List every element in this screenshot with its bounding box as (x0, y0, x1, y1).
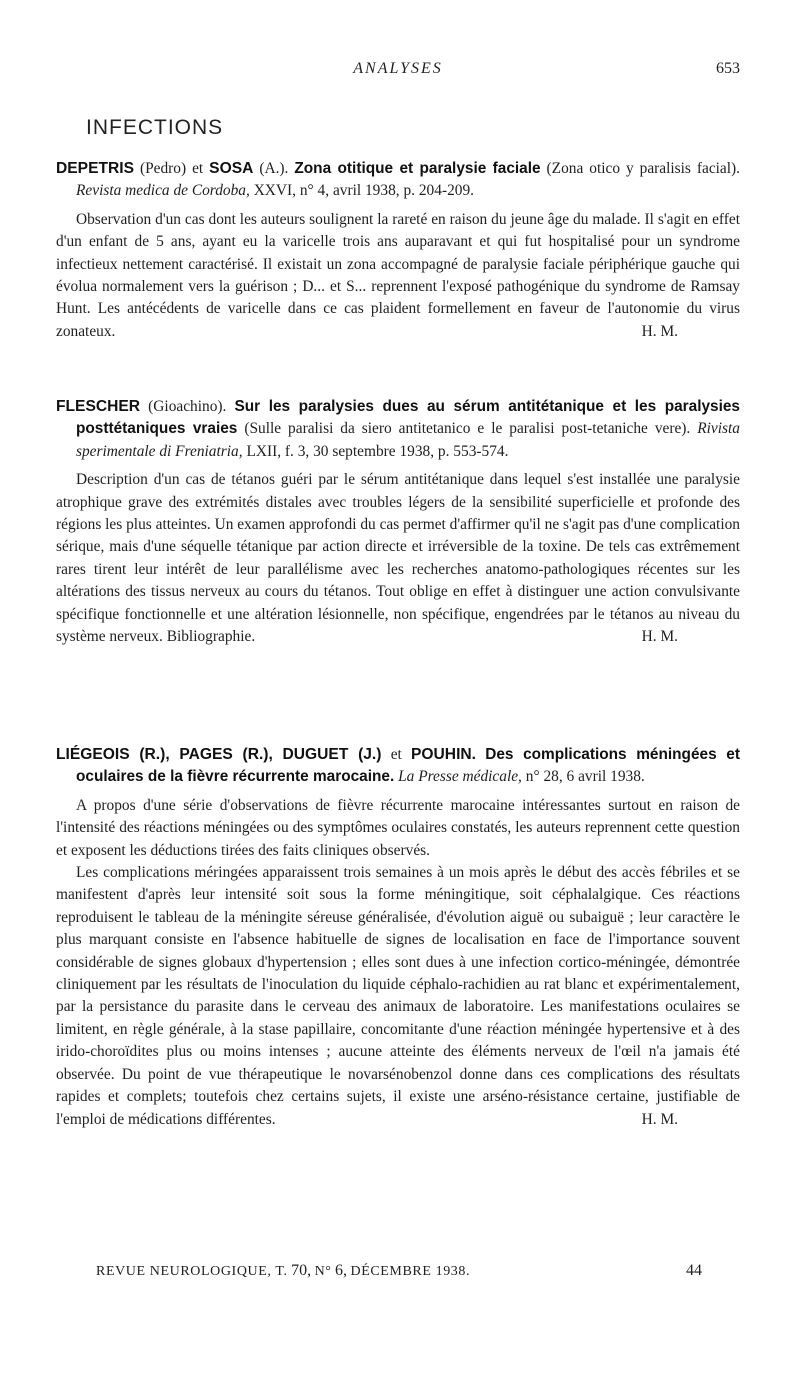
abstract-paragraph (56, 862, 740, 1131)
article-reference (56, 396, 740, 463)
abstract-text: Description d'un cas de tétanos guéri par le sérum antitétanique dans lequel s'est installée une paralysie atrophique grave des extrémités distales avec troubles légers de la sensibilité superficielle et profonde des régions les plus atteintes. Un examen approfondi du cas permet d'affirmer qu'il ne s'agit pas d'une complication sérique, mais d'une séquelle tétanique par action directe et irréversible de la toxine. De tels cas extrêmement rares tirent leur intérêt de leur parallélisme avec les recherches anatomo-pathologiques récentes sur les altérations des tissus nerveux au cours du tétanos. Tout oblige en effet à distinguer une action convulsivante spécifique fonctionnelle et une altération lésionnelle, non spécifique, engendrées par le tétanos au niveau du système nerveux. Bibliographie. (56, 471, 740, 646)
signature: H. M. (641, 628, 678, 646)
article-depetris-sosa (56, 158, 740, 343)
abstract-paragraph (56, 469, 740, 648)
publication-details: XXVI, n° 4, avril 1938, p. 204-209. (253, 182, 475, 200)
footer-journal: REVUE NEUROLOGIQUE, T. (96, 1264, 288, 1279)
footer-tome: 70, (291, 1262, 312, 1279)
author-firstname: (Gioachino). (148, 398, 227, 415)
author-names: LIÉGEOIS (R.), PAGES (R.), DUGUET (J.) (56, 746, 382, 763)
publication-details: LXII, f. 3, 30 septembre 1938, p. 553-574. (246, 442, 509, 460)
author-name: SOSA (209, 160, 254, 177)
signature: H. M. (641, 322, 678, 340)
signature: H. M. (641, 1110, 678, 1128)
article-reference (56, 158, 740, 203)
author-firstname: (Pedro) (139, 160, 187, 177)
journal-name: Rivista sperimentale di Freniatria, (76, 420, 740, 460)
publication-details: n° 28, 6 avril 1938. (525, 768, 645, 786)
running-head-title: ANALYSES (353, 60, 443, 77)
section-title: INFECTIONS (86, 116, 224, 139)
original-title: (Sulle paralisi da siero antitetanico e le paralisi post-tetaniche vere). (244, 420, 691, 438)
article-title: Des complications méningées et oculaires de la fièvre récurrente marocaine. (76, 746, 740, 786)
article-liegeois (56, 744, 740, 1131)
abstract-text: Les complications méringées apparaissent trois semaines à un mois après le début des accès fébriles et se manifestent d'après leur intensité soit sous la forme méningitique, soit céphalalgique. Ces réactions reproduisent le tableau de la méningite séreuse généralisée, d'évolution aiguë ou subaiguë ; leur caractère le plus marquant consiste en l'absence habituelle de signes de localisation en face de l'importance souvent considérable de signes globaux d'hypertension ; elles sont dues à une infection cortico-méningée, démontrée cliniquement par les résultats de l'inoculation du liquide céphalo-rachidien au rat blanc et expérimentalement, par la persistance du parasite dans le cerveau des animaux de laboratoire. Les manifestations oculaires se limitent, en règle générale, à la stase papillaire, concomitante d'une réaction méningée hypertensive et à des irido-choroïdites plus ou moins intenses ; aucune atteinte des éléments nerveux de l'œil n'a jamais été observée. Du point de vue thérapeutique le novarsénobenzol donne dans ces complications des résultats rapides et complets; toutefois chez certains sujets, il existe une arséno-résistance certaine, justifiable de l'emploi de médications différentes. (56, 864, 740, 1128)
journal-name: Revista medica de Cordoba, (76, 182, 250, 200)
author-name: POUHIN. (411, 746, 476, 763)
abstract-text: Observation d'un cas dont les auteurs soulignent la rareté en raison du jeune âge du malade. Il s'agit en effet d'un enfant de 5 ans, ayant eu la varicelle trois ans auparavant et qui fut hospitalisé pour un syndrome infectieux nettement caractérisé. Il existait un zona accompagné de paralysie faciale périphérique gauche qui évolua normalement vers la guérison ; D... et S... reprennent l'exposé pathogénique du syndrome de Ramsay Hunt. Les antécédents de varicelle dans ce cas plaident formellement en faveur de l'autonomie du virus zonateux. (56, 210, 740, 340)
footer-num: 6, (334, 1262, 347, 1279)
conjunction: et (192, 160, 204, 177)
author-firstname: (A.). (259, 160, 289, 177)
footer-date: DÉCEMBRE 1938. (350, 1264, 471, 1279)
author-name: DEPETRIS (56, 160, 134, 177)
original-title: (Zona otico y paralisis facial). (546, 160, 741, 177)
article-title: Sur les paralysies dues au sérum antitétanique et les paralysies posttétaniques vraies (76, 398, 740, 438)
footer-sheet-number: 44 (686, 1262, 702, 1279)
abstract-paragraph: A propos d'une série d'observations de fièvre récurrente marocaine intéressantes surtout en raison de l'intensité des réactions méningées ou des symptômes oculaires constatés, les auteurs reprennent cette question et exposent les déductions tirées des faits cliniques observés. (56, 796, 740, 859)
article-flescher (56, 396, 740, 648)
journal-name: La Presse médicale, (398, 768, 522, 786)
conjunction: et (390, 746, 402, 763)
page-footer (96, 1262, 702, 1286)
abstract-paragraph (56, 209, 740, 343)
article-reference (56, 744, 740, 789)
article-title: Zona otitique et paralysie faciale (294, 160, 541, 177)
page-number: 653 (716, 60, 740, 77)
footer-num-label: N° (314, 1264, 332, 1279)
author-name: FLESCHER (56, 398, 141, 415)
running-head (56, 60, 740, 82)
